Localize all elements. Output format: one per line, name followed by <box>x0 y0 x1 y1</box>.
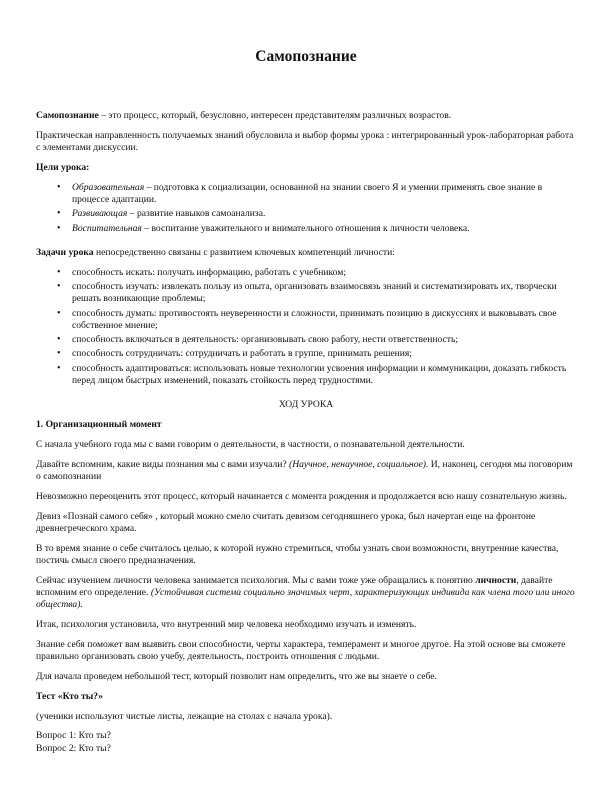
list-item: • способность адаптироваться: использовать новые технологии усвоения информации и коммуникации, доказать гибкость перед лицом быстрых изменений, показать стойкость перед трудностями. <box>72 363 576 388</box>
test-note: (ученики используют чистые листы, лежащие на столах с начала урока). <box>36 710 333 722</box>
paragraph: С начала учебного года мы с вами говорим о деятельности, в частности, о познавательной деятельности. <box>36 438 465 450</box>
text-span: Давайте вспомним, какие виды познания мы с вами изучали? <box>36 458 290 470</box>
intro-definition: – это процесс, который, безусловно, интересен представителям различных возрастов. <box>98 110 452 121</box>
list-item: • способность сотрудничать: сотрудничать и работать в группе, принимать решения; <box>72 348 576 360</box>
question-line: Вопрос 1: Кто ты? <box>36 730 111 742</box>
paragraph <box>36 575 576 612</box>
paragraph: Девиз «Познай самого себя» , который можно смело считать девизом сегодняшнего урока, был начертан еще на фронтоне древнегреческого храма. <box>36 510 536 534</box>
paragraph: Невозможно переоценить этот процесс, который начинается с момента рождения и продолжается всю нашу сознательную жизнь. <box>36 490 567 502</box>
text-span: , давайте вспомним его определение. <box>36 574 553 599</box>
tasks-list <box>36 267 576 388</box>
list-item <box>72 182 576 207</box>
tasks-heading <box>36 247 576 259</box>
intro-term: Самопознание <box>36 110 99 121</box>
paragraph: Итак, психология установила, что внутренний мир человека необходимо изучать и изменять. <box>36 619 417 631</box>
goal-text: – развитие навыков самоанализа. <box>127 208 266 220</box>
tasks-text: непосредственно связаны с развитием ключевых компетенций личности: <box>93 246 395 258</box>
goal-term: Развивающая <box>72 208 128 220</box>
intro-paragraph <box>36 110 576 122</box>
lesson-heading: ХОД УРОКА <box>278 399 334 411</box>
goals-list <box>36 182 576 235</box>
goals-heading: Цели урока: <box>36 161 90 173</box>
goal-term: Образовательная <box>72 181 145 193</box>
goal-term: Воспитательная <box>72 222 142 234</box>
tasks-term: Задачи урока <box>36 246 94 258</box>
section-heading: 1. Организационный момент <box>36 419 162 431</box>
bold-span: личности <box>475 574 517 586</box>
paragraph: Знание себя поможет вам выявить свои способности, черты характера, темперамент и многое другое. На этой основе вы сможете правильно организовать свою учебу, деятельность, построить отношения с людьми. <box>36 639 566 663</box>
list-item: • способность думать: противостоять неуверенности и сложности, принимать позицию в дискуссиях и выковывать свое собственное мнение; <box>72 308 576 333</box>
test-heading: Тест «Кто ты?» <box>36 690 103 702</box>
questions <box>36 730 576 755</box>
list-item <box>72 208 576 220</box>
practical-paragraph: Практическая направленность получаемых знаний обусловила и выбор формы урока : интегрированный урок-лабораторная работа с элементами дискуссии. <box>36 129 574 154</box>
list-item: • способность искать: получать информацию, работать с учебником; <box>72 267 576 279</box>
list-item: • способность изучать: извлекать пользу из опыта, организовать взаимосвязь знаний и систематизировать их, творчески решать возникающие проблемы; <box>72 281 576 306</box>
question-line: Вопрос 2: Кто ты? <box>36 742 111 754</box>
italic-span: (Научное, ненаучное, социальное). <box>289 458 429 470</box>
list-item: • способность включаться в деятельность: организовывать свою работу, нести ответственность; <box>72 334 576 346</box>
text-span: Сейчас изучением личности человека занимается психология. Мы с вами тоже уже обращались к понятию <box>36 574 476 586</box>
goal-text: – воспитание уважительного и внимательного отношения к личности человека. <box>141 222 470 234</box>
paragraph: Для начала проведем небольшой тест, который позволит нам определить, что же вы знаете о себе. <box>36 671 437 683</box>
page-title: Самопознание <box>255 48 357 65</box>
document-body <box>36 110 576 755</box>
italic-span: (Устойчивая система социально значимых черт, характеризующих индивида как члена того или иного общества). <box>36 587 575 611</box>
list-item <box>72 223 576 235</box>
paragraph: В то время знание о себе считалось целью, к которой нужно стремиться, чтобы узнать свои возможности, внутренние качества, постичь смысл своего предназначения. <box>36 542 559 567</box>
text-span: И, наконец, сегодня мы поговорим о самопознании <box>36 458 573 483</box>
paragraph <box>36 459 576 484</box>
goal-text: – подготовка к социализации, основанной на знании своего Я и умении применять свое знание в процессе адаптации. <box>72 181 543 205</box>
